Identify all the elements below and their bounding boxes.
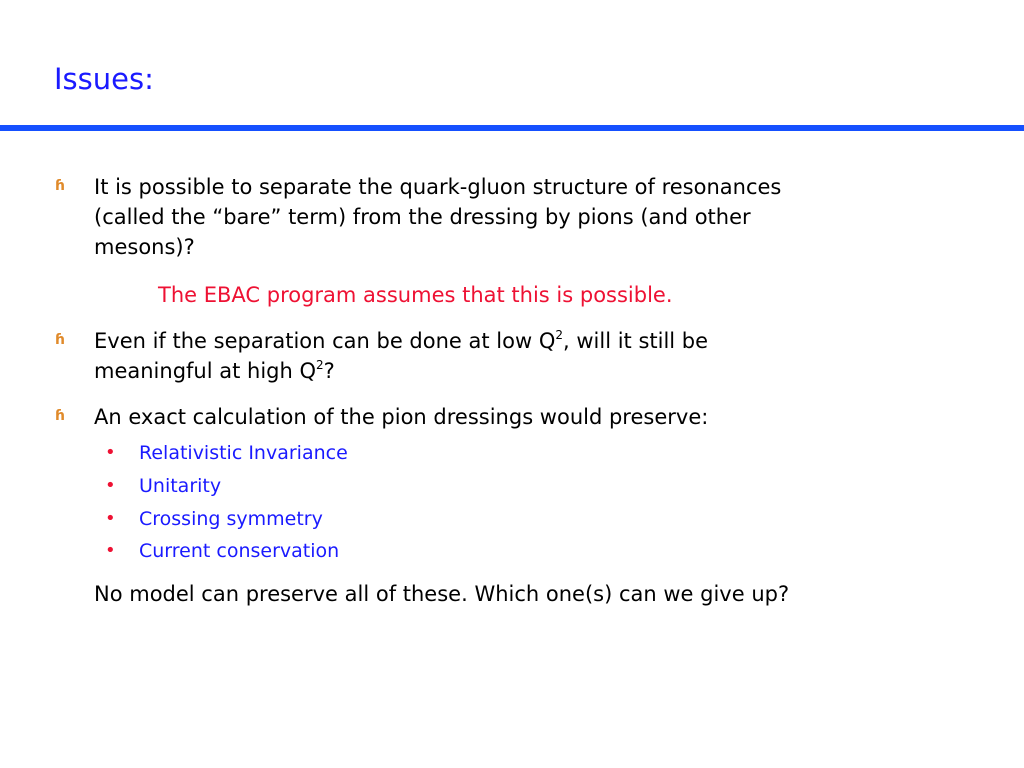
bullet-2-line-2: meaningful at high $Q^2$? [94,358,335,383]
sub-bullet-item: Current conservation [139,540,340,562]
bullet-1-text: It is possible to separate the quark-gluon structure of resonances (called the “bare” term) from the dressing by pions (and other mesons)? [94,175,782,259]
slide-title: Issues: [54,62,154,96]
sub-bullet-item: Crossing symmetry [139,508,323,530]
conclusion-text: No model can preserve all of these. Which one(s) can we give up? [94,582,790,606]
bullet-marker-icon: ɦ [55,332,65,348]
sub-bullet-dot-icon: • [105,540,116,561]
sub-bullet-item: Relativistic Invariance [139,442,348,464]
title-divider [0,125,1024,131]
sub-bullet-dot-icon: • [105,475,116,496]
bullet-2-text [94,326,924,386]
sub-bullet-item: Unitarity [139,475,222,497]
sub-bullet-dot-icon: • [105,508,116,529]
ebac-note: The EBAC program assumes that this is possible. [158,283,673,307]
bullet-3-text: An exact calculation of the pion dressings would preserve: [94,405,709,429]
sub-bullet-dot-icon: • [105,442,116,463]
bullet-marker-icon: ɦ [55,178,65,194]
bullet-2-line-1: Even if the separation can be done at low $Q^2$, will it still be [94,328,709,353]
bullet-marker-icon: ɦ [55,408,65,424]
